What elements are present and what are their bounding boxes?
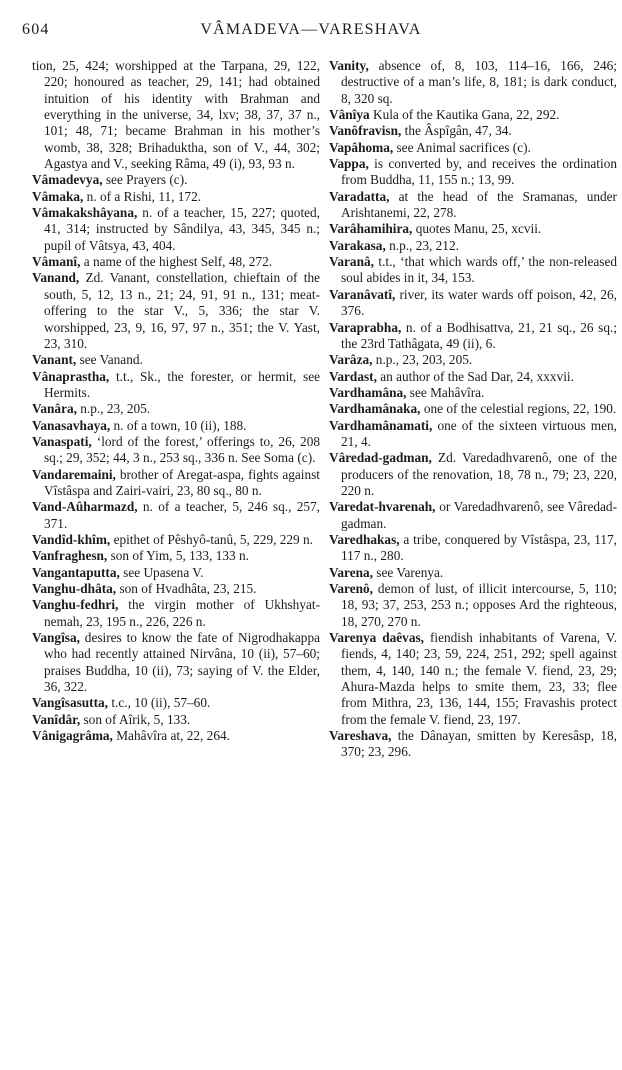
index-entry bbox=[329, 352, 617, 368]
entry-headword: Vardast, bbox=[329, 368, 377, 384]
entry-headword: Vanghu-fedhri, bbox=[32, 597, 119, 613]
entry-headword: Vâredad-gadman, bbox=[329, 450, 432, 466]
entry-text: epithet of Pêshyô-tanû, 5, 229, 229 n. bbox=[113, 531, 313, 547]
entry-text: the Âspîgân, 47, 34. bbox=[404, 123, 512, 139]
entry-headword: Vânigagrâma, bbox=[32, 728, 113, 744]
entry-headword: Vanôfravisn, bbox=[329, 123, 402, 139]
index-entry bbox=[329, 728, 617, 761]
index-entry bbox=[32, 352, 320, 368]
entry-text: a tribe, conquered by Vîstâspa, 23, 117, 117 n., 280. bbox=[341, 531, 617, 564]
index-entry bbox=[329, 254, 617, 287]
entry-headword: Vangîsasutta, bbox=[32, 695, 108, 711]
index-entry bbox=[32, 630, 320, 695]
entry-text: see Upasena V. bbox=[123, 564, 204, 580]
entry-text: see Varenya. bbox=[376, 564, 444, 580]
index-entry bbox=[32, 728, 320, 744]
entry-headword: Varanâ, bbox=[329, 254, 374, 270]
entry-headword: Varâza, bbox=[329, 352, 373, 368]
entry-text: brother of Aregat-aspa, fights against Vîstâspa and Zairi-vairi, 23, 80 sq., 80 n. bbox=[44, 466, 321, 498]
index-entry bbox=[32, 58, 320, 172]
entry-text: n. of a teacher, 15, 227; quoted, 41, 314; instructed by Sândilya, 43, 345, 345 n.; pupil of Vâtsya, 43, 404. bbox=[44, 205, 321, 253]
entry-text: a name of the highest Self, 48, 272. bbox=[83, 254, 273, 270]
entry-text: the virgin mother of Ukhshyat-nemah, 23, 195 n., 226, 226 n. bbox=[44, 597, 320, 629]
entry-text: n. of a Bodhisattva, 21, 21 sq., 26 sq.; the 23rd Tathâgata, 49 (ii), 6. bbox=[341, 319, 618, 351]
index-entry bbox=[329, 385, 617, 401]
index-entry bbox=[329, 238, 617, 254]
index-entry bbox=[32, 401, 320, 417]
entry-headword: Vareshava, bbox=[329, 728, 392, 744]
entry-text: or Varedadhvarenô, see Vâredad-gadman. bbox=[341, 499, 617, 531]
entry-headword: Vanâra, bbox=[32, 401, 77, 417]
index-entry bbox=[32, 712, 320, 728]
index-entry bbox=[329, 156, 617, 189]
entry-headword: Vanity, bbox=[329, 58, 369, 73]
entry-text: see Animal sacrifices (c). bbox=[396, 139, 531, 155]
index-column-left bbox=[32, 58, 320, 744]
entry-text: son of Hvadhâta, 23, 215. bbox=[119, 581, 257, 596]
index-entry bbox=[329, 532, 617, 565]
entry-headword: Varanâvatî, bbox=[329, 286, 396, 302]
entry-text: t.t., ‘that which wards off,’ the non-released soul abides in it, 34, 153. bbox=[341, 254, 618, 286]
page-number: 604 bbox=[22, 21, 50, 38]
index-entry bbox=[32, 205, 320, 254]
entry-headword: Vanghu-dhâta, bbox=[32, 581, 117, 596]
entry-text: Zd. Vanant, constellation, chieftain of the south, 5, 12, 13 n., 21; 24, 91, 91 n., 131; meat-offering to the star V., 5, 336; the star V. worshipped, 23, 9, 16, 97, 97 n., 351; the V. Yast, 23, 310. bbox=[44, 270, 320, 351]
index-entry bbox=[32, 597, 320, 630]
entry-text: the Dânayan, smitten by Keresâsp, 18, 370; 23, 296. bbox=[341, 728, 618, 760]
entry-headword: Varadatta, bbox=[329, 188, 390, 204]
index-entry bbox=[32, 418, 320, 434]
entry-text: absence of, 8, 103, 114–16, 166, 246; destructive of a man’s life, 8, 181; is dark conduct, 8, 320 sq. bbox=[341, 58, 617, 106]
entry-text: tion, 25, 424; worshipped at the Tarpana, 29, 122, 220; honoured as teacher, 29, 141; had obtained intuition of his identity with Brahman and everything in the universe, 34, lxv; 38, 37, 37 n., 101; 48, 71; became Brahman in his mother’s womb, 38, 328; Brihaduktha, son of V., 44, 302; Agastya and V., seeking Râma, 49 (i), 93, 93 n. bbox=[32, 58, 320, 172]
entry-headword: Vâmaka, bbox=[32, 188, 84, 204]
index-entry bbox=[32, 369, 320, 402]
index-entry bbox=[329, 401, 617, 417]
entry-text: n.p., 23, 203, 205. bbox=[375, 352, 473, 368]
entry-headword: Varenô, bbox=[329, 581, 373, 596]
entry-headword: Varena, bbox=[329, 564, 373, 580]
entry-headword: Vanaspati, bbox=[32, 433, 92, 449]
entry-headword: Vânîya bbox=[329, 107, 370, 123]
entry-text: Kula of the Kautika Gana, 22, 292. bbox=[372, 107, 560, 123]
entry-text: is converted by, and receives the ordination from Buddha, 11, 155 n.; 13, 99. bbox=[341, 156, 617, 188]
entry-text: river, its water wards off poison, 42, 26, 376. bbox=[341, 286, 617, 319]
index-entry bbox=[329, 369, 617, 385]
running-title: VÂMADEVA—VARESHAVA bbox=[200, 21, 422, 38]
entry-text: son of Aîrik, 5, 133. bbox=[83, 711, 191, 727]
index-entry bbox=[32, 172, 320, 188]
index-entry bbox=[32, 270, 320, 352]
index-entry bbox=[329, 499, 617, 532]
entry-headword: Vâmakakshâyana, bbox=[32, 205, 138, 221]
index-entry bbox=[32, 434, 320, 467]
index-entry bbox=[329, 450, 617, 499]
entry-headword: Vardhamânaka, bbox=[329, 401, 421, 417]
entry-text: fiendish inhabitants of Varena, V. fiends, 4, 140; 23, 59, 224, 251, 292; spell against them, 4, 140, 140 n.; the female V. fiend, 23, 29; Ahura-Mazda helps to smite them, 23, 33; flee from Mithra, 23, 136, 144, 155; Fravashis protect from the female V. fiend, 23, 197. bbox=[341, 630, 618, 727]
entry-headword: Varedhakas, bbox=[329, 531, 400, 547]
entry-headword: Vandîd-khîm, bbox=[32, 531, 111, 547]
entry-text: t.c., 10 (ii), 57–60. bbox=[111, 695, 211, 711]
entry-text: son of Yim, 5, 133, 133 n. bbox=[110, 548, 249, 564]
entry-text: n.p., 23, 205. bbox=[80, 401, 151, 417]
index-column-right bbox=[329, 58, 617, 761]
index-entry bbox=[329, 140, 617, 156]
entry-text: desires to know the fate of Nigrodhakappa who had recently attained Nirvâna, 10 (ii), 57–60; praises Buddha, 10 (ii), 73; saying of V. the Elder, 36, 322. bbox=[44, 630, 321, 695]
entry-text: Zd. Varedadhvarenô, one of the producers of the renovation, 18, 78 n., 79; 23, 220, 220 n. bbox=[341, 450, 617, 498]
entry-headword: Vangantaputta, bbox=[32, 564, 120, 580]
entry-headword: Vanfraghesn, bbox=[32, 548, 108, 564]
entry-headword: Vardhamânamati, bbox=[329, 417, 433, 433]
entry-text: an author of the Sad Dar, 24, xxxvii. bbox=[380, 368, 574, 384]
entry-text: see Prayers (c). bbox=[105, 172, 188, 188]
entry-text: ‘lord of the forest,’ offerings to, 26, 208 sq.; 29, 352; 44, 3 n., 253 sq., 336 n. See Soma (c). bbox=[44, 433, 320, 466]
index-entry bbox=[32, 467, 320, 500]
entry-headword: Vangîsa, bbox=[32, 630, 80, 646]
entry-headword: Varedat-hvarenah, bbox=[329, 499, 436, 515]
index-entry bbox=[329, 189, 617, 222]
entry-headword: Vâmanî, bbox=[32, 254, 81, 270]
entry-text: n. of a Rishi, 11, 172. bbox=[86, 188, 202, 204]
index-entry bbox=[32, 565, 320, 581]
entry-text: n. of a town, 10 (ii), 188. bbox=[113, 417, 247, 433]
entry-headword: Vanasavhaya, bbox=[32, 417, 111, 433]
entry-text: see Vanand. bbox=[79, 352, 143, 368]
entry-headword: Vappa, bbox=[329, 156, 369, 172]
index-entry bbox=[329, 287, 617, 320]
entry-headword: Varakasa, bbox=[329, 237, 386, 253]
entry-headword: Vanîdâr, bbox=[32, 711, 81, 727]
entry-headword: Vapâhoma, bbox=[329, 139, 394, 155]
index-entry bbox=[329, 630, 617, 728]
index-entry bbox=[32, 548, 320, 564]
entry-text: see Mahâvîra. bbox=[409, 384, 485, 400]
entry-text: t.t., Sk., the forester, or hermit, see Hermits. bbox=[44, 368, 320, 400]
index-entry bbox=[32, 581, 320, 597]
index-entry bbox=[329, 221, 617, 237]
index-entry bbox=[329, 58, 617, 107]
index-entry bbox=[32, 189, 320, 205]
index-entry bbox=[32, 499, 320, 532]
entry-text: n.p., 23, 212. bbox=[389, 237, 459, 253]
entry-text: one of the celestial regions, 22, 190. bbox=[423, 401, 617, 417]
entry-headword: Varenya daêvas, bbox=[329, 630, 424, 646]
index-entry bbox=[32, 695, 320, 711]
index-entry bbox=[329, 565, 617, 581]
index-entry bbox=[329, 107, 617, 123]
index-entry bbox=[329, 320, 617, 353]
index-entry bbox=[32, 532, 320, 548]
index-entry bbox=[329, 581, 617, 630]
entry-headword: Vardhamâna, bbox=[329, 384, 407, 400]
entry-text: one of the sixteen virtuous men, 21, 4. bbox=[341, 417, 618, 449]
entry-headword: Varâhamihira, bbox=[329, 221, 413, 237]
entry-headword: Vanand, bbox=[32, 270, 80, 286]
index-entry bbox=[32, 254, 320, 270]
running-header bbox=[22, 21, 600, 43]
index-entry bbox=[329, 418, 617, 451]
entry-headword: Vânaprastha, bbox=[32, 368, 110, 384]
entry-headword: Vâmadevya, bbox=[32, 172, 103, 188]
entry-headword: Vand-Aûharmazd, bbox=[32, 499, 138, 515]
entry-text: quotes Manu, 25, xcvii. bbox=[415, 221, 542, 237]
entry-text: demon of lust, of illicit intercourse, 5, 110; 18, 93; 37, 253, 253 n.; opposes Ard the righteous, 18, 270, 270 n. bbox=[341, 581, 617, 629]
entry-headword: Varaprabha, bbox=[329, 319, 402, 335]
entry-headword: Vandaremaini, bbox=[32, 466, 116, 482]
entry-headword: Vanant, bbox=[32, 352, 77, 368]
index-entry bbox=[329, 123, 617, 139]
entry-text: n. of a teacher, 5, 246 sq., 257, 371. bbox=[44, 499, 320, 531]
entry-text: at the head of the Sramanas, under Arishtanemi, 22, 278. bbox=[341, 188, 617, 221]
entry-text: Mahâvîra at, 22, 264. bbox=[116, 728, 230, 744]
